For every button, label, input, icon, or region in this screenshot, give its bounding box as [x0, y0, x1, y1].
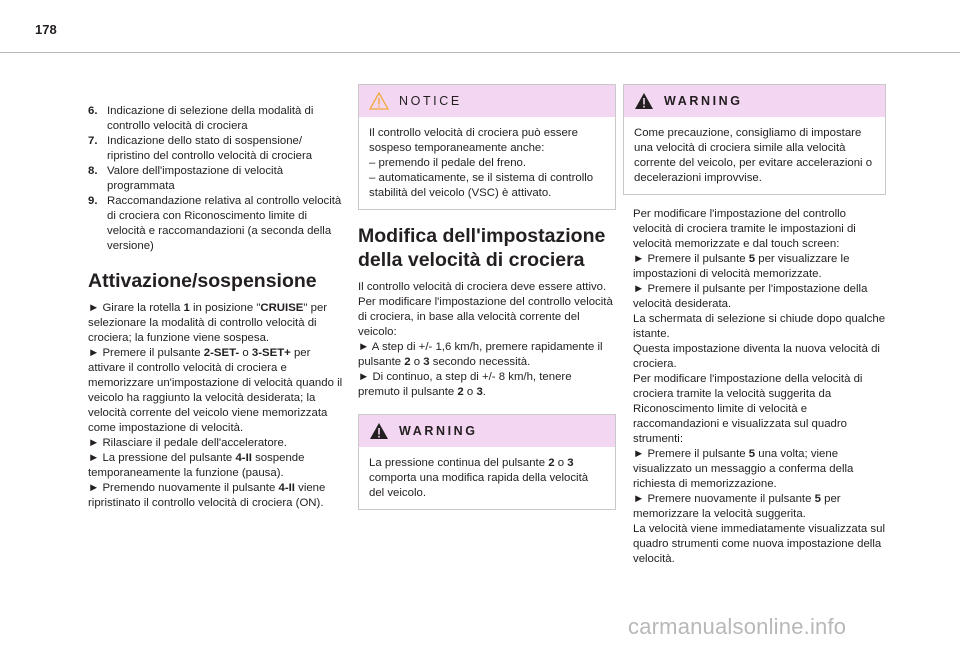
notice-box: [358, 84, 616, 210]
paragraph: Per modificare l'impostazione della velocità di crociera tramite la velocità suggerita da Riconoscimento limite di velocità e raccomandazioni e visualizzata sul quadro strumenti:: [633, 373, 863, 445]
notice-body: [359, 117, 615, 209]
paragraph: ► Premere il pulsante per l'impostazione della velocità desiderata.: [633, 283, 868, 310]
column-2: [358, 84, 616, 510]
paragraph: ► La pressione del pulsante 4-II sospende temporaneamente la funzione (pausa).: [88, 452, 305, 479]
page-number: 178: [35, 22, 57, 37]
list-item: 7. Indicazione dello stato di sospensione/ ripristino del controllo velocità di crociera: [88, 135, 313, 162]
column-1: [88, 104, 346, 511]
watermark: carmanualsonline.info: [628, 614, 847, 639]
section-heading: Attivazione/sospensione: [88, 270, 317, 292]
paragraph: ► Premere il pulsante 2-SET- o 3-SET+ per attivare il controllo velocità di crociera e memorizzare un'impostazione di velocità quando il veicolo ha raggiunto la velocità desiderata; la velocità corrente del veicolo viene memorizzata come impostazione di velocità.: [88, 347, 343, 434]
notice-icon: [369, 92, 389, 110]
warning-header: [624, 85, 885, 117]
notice-header: [359, 85, 615, 117]
paragraph: La velocità viene immediatamente visualizzata sul quadro strumenti come nuova impostazione della velocità.: [633, 523, 885, 565]
paragraph: Per modificare l'impostazione del controllo velocità di crociera tramite le impostazioni di velocità memorizzate e dal touch screen:: [633, 208, 856, 250]
paragraph: ► Premere il pulsante 5 una volta; viene visualizzato un messaggio a conferma della richiesta di memorizzazione.: [633, 448, 854, 490]
header-rule: [0, 52, 960, 53]
warning-body: [359, 447, 615, 509]
notice-text: – automaticamente, se il sistema di controllo stabilità del veicolo (VSC) è attivato.: [369, 172, 594, 199]
notice-title: NOTICE: [399, 93, 462, 108]
list-item: 6. Indicazione di selezione della modalità di controllo velocità di crociera: [88, 105, 314, 132]
warning-title: WARNING: [664, 93, 743, 108]
warning-text: La pressione continua del pulsante 2 o 3 comporta una modifica rapida della velocità del veicolo.: [369, 457, 589, 499]
warning-body: [624, 117, 885, 194]
list-item: 9. Raccomandazione relativa al controllo velocità di crociera con Riconoscimento limite di velocità e raccomandazioni (a seconda della versione): [88, 195, 342, 252]
paragraph: ► Premendo nuovamente il pulsante 4-II viene ripristinato il controllo velocità di crociera (ON).: [88, 482, 326, 509]
list-item: 8. Valore dell'impostazione di velocità programmata: [88, 165, 284, 192]
notice-text: – premendo il pedale del freno.: [369, 157, 527, 169]
warning-text: Come precauzione, consigliamo di impostare una velocità di crociera simile alla velocità corrente del veicolo, per evitare accelerazioni o decelerazioni improvvise.: [634, 127, 873, 184]
text-block: [623, 207, 886, 567]
paragraph: ► A step di +/- 1,6 km/h, premere rapidamente il pulsante 2 o 3 secondo necessità.: [358, 341, 603, 368]
warning-title: WARNING: [399, 423, 478, 438]
warning-box: [623, 84, 886, 195]
paragraph: ► Girare la rotella 1 in posizione "CRUISE" per selezionare la modalità di controllo velocità di crociera; la funzione viene sospesa.: [88, 302, 328, 344]
warning-icon: [369, 422, 389, 440]
warning-icon: [634, 92, 654, 110]
warning-box: [358, 414, 616, 510]
notice-text: Il controllo velocità di crociera può essere sospeso temporaneamente anche:: [369, 127, 578, 154]
paragraph: La schermata di selezione si chiude dopo qualche istante.: [633, 313, 886, 340]
section-heading: Modifica dell'impostazione della velocità di crociera: [358, 225, 606, 271]
paragraph: ► Premere il pulsante 5 per visualizzare le impostazioni di velocità memorizzate.: [633, 253, 850, 280]
warning-header: [359, 415, 615, 447]
paragraph: Per modificare l'impostazione del controllo velocità di crociera, in base alla velocità corrente del veicolo:: [358, 296, 613, 338]
paragraph: Questa impostazione diventa la nuova velocità di crociera.: [633, 343, 880, 370]
paragraph: ► Di continuo, a step di +/- 8 km/h, tenere premuto il pulsante 2 o 3.: [358, 371, 572, 398]
paragraph: ► Rilasciare il pedale dell'acceleratore.: [88, 437, 287, 449]
legend-list: [88, 104, 346, 254]
column-3: [623, 84, 886, 567]
paragraph: Il controllo velocità di crociera deve essere attivo.: [358, 281, 607, 293]
paragraph: ► Premere nuovamente il pulsante 5 per memorizzare la velocità suggerita.: [633, 493, 841, 520]
